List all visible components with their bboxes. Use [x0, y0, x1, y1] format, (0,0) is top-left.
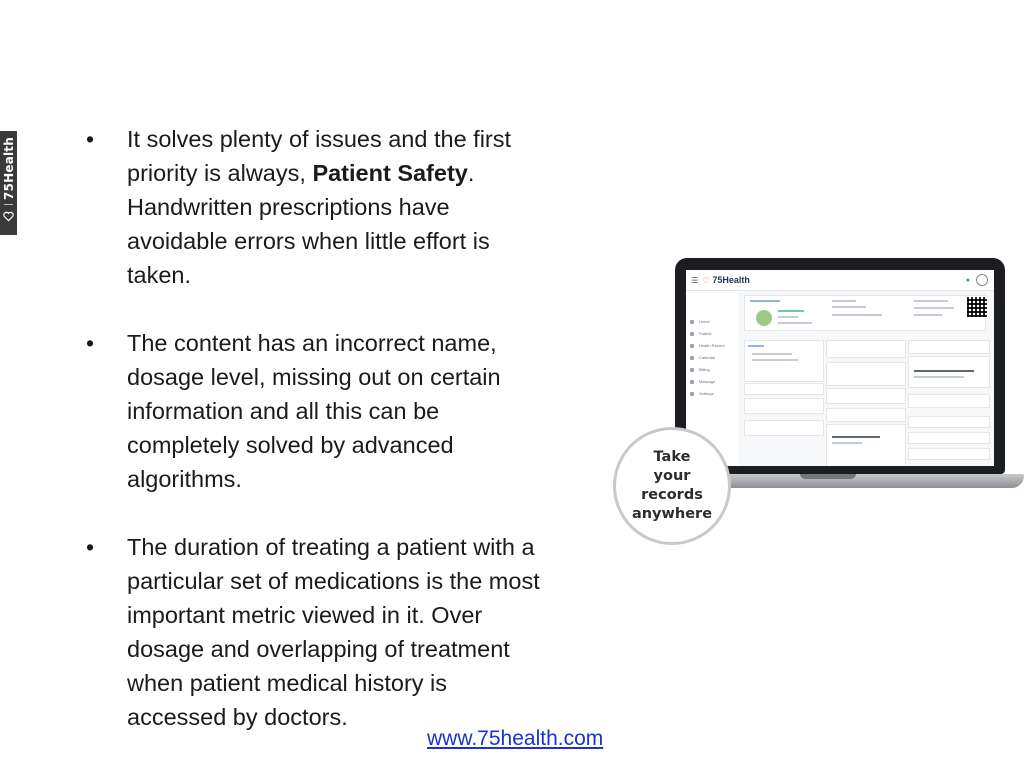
laptop-notch	[800, 474, 856, 479]
badge-line: anywhere	[631, 506, 713, 522]
brand-side-divider	[4, 204, 13, 205]
bullet-text: The content has an incorrect name, dosage level, missing out on certain information and all this can be completely solved by advanced algorithms.	[127, 330, 501, 492]
nav-label: Calendar	[699, 355, 716, 360]
handout-card	[908, 448, 990, 460]
nav-item-settings	[690, 391, 713, 396]
bullet-text: It solves plenty of issues and the first priority is always,	[127, 126, 512, 186]
bell-icon: ●	[965, 276, 970, 284]
bullet-text: The duration of treating a patient with a particular set of medications is the most important metric viewed in it. Over dosage and overlapping of treatment when patient medical history is accessed by doctors.	[127, 534, 540, 730]
procedure-card	[826, 340, 906, 358]
nav-label: Patient	[699, 331, 712, 336]
nav-item-billing	[690, 367, 710, 372]
brand-side-tab	[0, 131, 17, 235]
placeholder-bar	[752, 359, 798, 361]
placeholder-bar	[914, 376, 964, 378]
badge-line: Take	[653, 449, 691, 465]
medication-card	[908, 356, 990, 388]
record-icon	[690, 344, 694, 348]
home-icon	[690, 320, 694, 324]
nav-label: Home	[699, 319, 710, 324]
nav-item-patient	[690, 331, 711, 336]
bullet-item-content	[86, 326, 546, 496]
vaccine-card	[744, 383, 824, 395]
problems-card	[826, 424, 906, 466]
laptop-screen	[686, 270, 994, 466]
forms-card	[908, 416, 990, 428]
placeholder-bar	[914, 314, 942, 316]
user-icon	[976, 274, 988, 286]
patient-icon	[690, 332, 694, 336]
message-icon	[690, 380, 694, 384]
placeholder-bar	[832, 300, 856, 302]
website-link[interactable]: www.75health.com	[427, 727, 604, 750]
bullet-item-duration	[86, 530, 546, 734]
qr-code-icon	[967, 297, 987, 317]
placeholder-bar	[914, 300, 948, 302]
bullet-list	[86, 122, 546, 768]
goals-card	[826, 362, 906, 386]
gear-icon	[690, 392, 694, 396]
nav-item-home	[690, 319, 710, 324]
test-order-card	[908, 340, 990, 354]
nav-label: Message	[699, 379, 716, 384]
badge-line: your	[653, 468, 691, 484]
nav-item-message	[690, 379, 715, 384]
placeholder-bar	[778, 316, 798, 318]
calendar-icon	[690, 356, 694, 360]
placeholder-bar	[914, 307, 954, 309]
logo-heart-icon: ♡	[702, 275, 710, 285]
implantable-device-card	[744, 398, 824, 414]
placeholder-bar	[832, 442, 862, 444]
placeholder-bar	[914, 370, 974, 372]
assessment-card	[744, 420, 824, 436]
patient-header-card	[744, 295, 986, 331]
placeholder-bar	[832, 314, 882, 316]
nav-label: Billing	[699, 367, 710, 372]
bullet-text: . Handwritten prescriptions have avoidable errors when little effort is taken.	[127, 160, 490, 288]
attach-file-card	[908, 432, 990, 444]
bullet-item-safety	[86, 122, 546, 292]
bullet-bold-text: Patient Safety	[312, 160, 468, 186]
placeholder-bar	[832, 436, 880, 438]
billing-icon	[690, 368, 694, 372]
badge-line: records	[641, 487, 703, 503]
advance-directive-card	[826, 388, 906, 404]
physical-exam-card	[908, 394, 990, 408]
placeholder-bar	[752, 353, 792, 355]
app-header	[686, 270, 994, 291]
placeholder-bar	[778, 322, 812, 324]
placeholder-bar	[748, 345, 764, 347]
status-card	[826, 408, 906, 422]
records-badge	[613, 427, 731, 545]
brand-side-text: 75Health	[1, 137, 16, 200]
nav-label: Health Record	[699, 343, 725, 348]
placeholder-bar	[750, 300, 780, 302]
badge-text	[632, 448, 712, 524]
placeholder-bar	[832, 306, 866, 308]
nav-item-health-record	[690, 343, 725, 348]
nav-label: Settings	[699, 391, 714, 396]
app-logo-text: 75Health	[712, 275, 750, 285]
nav-item-calendar	[690, 355, 715, 360]
menu-icon: ☰	[691, 275, 699, 285]
heart-icon	[3, 211, 14, 222]
placeholder-bar	[778, 310, 804, 312]
avatar-icon	[756, 310, 772, 326]
